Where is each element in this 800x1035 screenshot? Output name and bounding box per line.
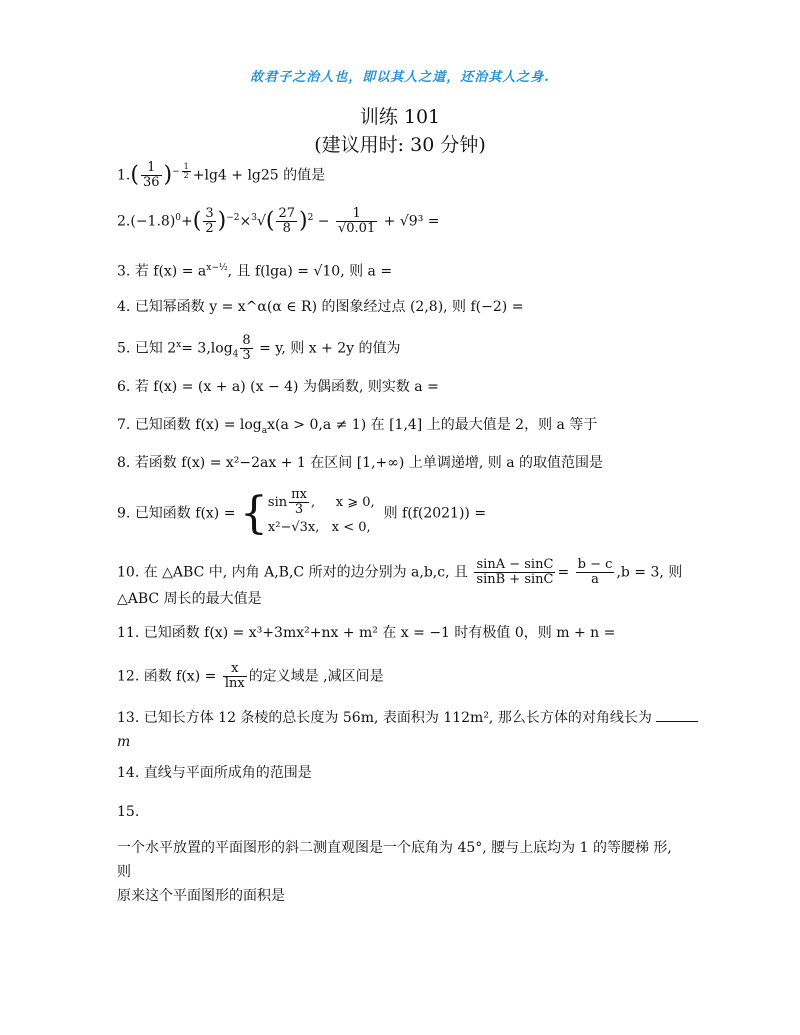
question-text: +lg4 + lg25 的值是 <box>192 167 326 184</box>
question-number: 11. <box>117 625 140 641</box>
question-number: 12. <box>117 668 140 685</box>
question-number: 15. <box>117 804 140 820</box>
question-text: 若函数 f(x) = x²−2ax + 1 在区间 [1,+∞) 上单调递增, 则 a 的取值范围是 <box>134 455 603 471</box>
question-3: 3. 若 $f(x) = a^{x-\frac{1}{2}}$, 且 f(lga) = √10, 则 a = <box>117 263 393 280</box>
question-2: $2.(-1.8)^0+$( $\frac{3}{2}$ )$^{-2}$×$^3$√( $\frac{27}{8}$ )$^2$ − $\frac{1}{√0.01}$ + √9³ = <box>117 206 440 237</box>
question-10: 10. 在 △ABC 中, 内角 A,B,C 所对的边分别为 a,b,c, 且 $\frac{\sin A - \sin C}{\sin B + \sin C}$ = $\frac{b - c}{a}$ ,b = 3, 则 △ABC 周长的最大值是 <box>117 557 683 607</box>
page-title: 训练 101 <box>359 106 441 128</box>
question-9: 9. 已知函数 f(x) = {sin $\frac{\pi x}{3}$ , x ⩾ 0, x²−√3x, x < 0, 则 f(f(2021)) = <box>117 487 487 539</box>
question-number: 4. <box>117 299 131 315</box>
question-text: 已知幂函数 y = x^α(α ∈ R) 的图象经过点 (2,8), 则 f(−2) = <box>134 299 524 315</box>
question-1: 1.( $\frac{1}{36}$ )$^{- \frac{1}{2}}$ +lg4 + lg25 的值是 <box>117 160 326 191</box>
question-number: 5. <box>117 340 131 357</box>
question-14 <box>117 761 687 785</box>
answer-blank[interactable] <box>656 707 698 722</box>
question-7: 7. 已知函数 $f(x) = \log_ax(a > 0,a \ne 1)$ 在 [1,4] 上的最大值是 2，则 a 等于 <box>117 417 598 436</box>
question-number: 10. <box>117 564 140 581</box>
question-number: 7. <box>117 417 131 433</box>
question-4 <box>117 295 687 319</box>
question-12: 12. 函数 f(x) = $\frac{x}{\ln x}$ 的定义域是 ,减区间是 <box>117 661 384 691</box>
question-number: 3. <box>117 263 131 280</box>
question-number: 13. <box>117 710 140 726</box>
question-text: 直线与平面所成角的范围是 <box>143 765 312 781</box>
question-13: 13. 已知长方体 12 条棱的总长度为 56m, 表面积为 112m², 那么长方体的对角线长为 m <box>117 706 687 754</box>
question-5: 5. 已知 $2^x= 3,\log_4$ $\frac{8}{3}$ = y, 则 x + 2y 的值为 <box>117 333 401 364</box>
question-15 <box>117 800 687 824</box>
question-8 <box>117 451 687 475</box>
page-subtitle: (建议用时: 30 分钟) <box>314 134 486 156</box>
motto-line: 故君子之治人也，即以其人之道，还治其人之身. <box>250 70 550 85</box>
question-number: 8. <box>117 455 131 471</box>
question-11 <box>117 621 687 645</box>
question-number: 1. <box>117 167 131 184</box>
question-number: 14. <box>117 765 140 781</box>
question-number: 9. <box>117 505 131 522</box>
question-6 <box>117 375 687 399</box>
question-text: 已知函数 f(x) = x³+3mx²+nx + m² 在 x = −1 时有极值 0，则 m + n = <box>143 625 616 641</box>
question-number: 2. <box>117 213 131 230</box>
question-text: = <box>427 213 440 230</box>
question-text: 若 f(x) = (x + a) (x − 4) 为偶函数, 则实数 a = <box>134 379 439 395</box>
question-number: 6. <box>117 379 131 395</box>
question-15-body: 一个水平放置的平面图形的斜二测直观图是一个底角为 45°, 腰与上底均为 1 的等腰梯 形, 则 原来这个平面图形的面积是 <box>117 840 672 904</box>
